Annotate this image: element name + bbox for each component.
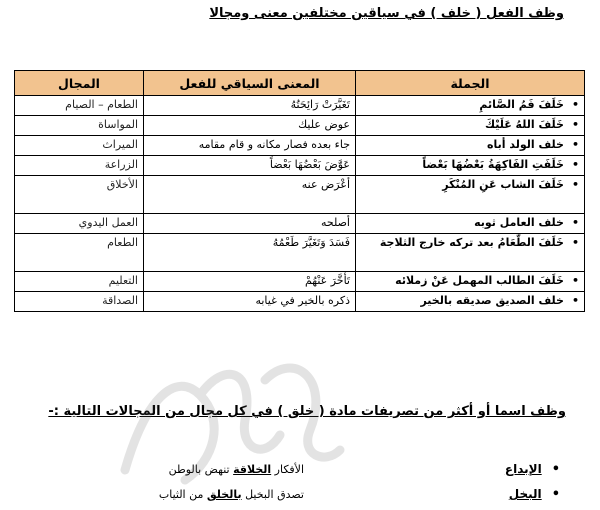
table-row xyxy=(15,156,585,176)
sentence-cell xyxy=(356,214,585,234)
term-label: البخل xyxy=(508,487,542,501)
sentence-cell xyxy=(356,136,585,156)
sentence-cell xyxy=(356,116,585,136)
bullet-icon: • xyxy=(571,274,579,287)
table-row xyxy=(15,214,585,234)
bullet-icon: • xyxy=(571,216,579,229)
meaning-cell: تَأَخَّرَ عَنْهُمْ xyxy=(144,272,356,292)
sentence-text: خَلَفَ الطالب المهمل عَنْ زملائه xyxy=(395,274,564,287)
list-item-stinginess xyxy=(509,487,560,502)
sentence-cell xyxy=(356,272,585,292)
sentence-cell xyxy=(356,156,585,176)
page-title: وظف الفعل ( خلف ) في سياقين مختلفين معنى ومجالا xyxy=(209,6,564,21)
header-meaning: المعنى السياقي للفعل xyxy=(144,71,356,96)
sentence-cell xyxy=(356,96,585,116)
bullet-icon: • xyxy=(551,487,560,502)
meaning-cell: عَوَّضَ بَعْضُهَا بَعْضاً xyxy=(144,156,356,176)
term-label: الإبداع xyxy=(504,462,542,476)
table-header-row xyxy=(15,71,585,96)
field-cell: الزراعة xyxy=(15,156,144,176)
sentence-text: خَلَفَ فَمُ الصَّائمِ xyxy=(479,98,564,111)
table-row xyxy=(15,116,585,136)
field-cell: الأخلاق xyxy=(15,176,144,214)
header-field: المجال xyxy=(15,71,144,96)
meaning-cell: جاء بعده فصار مكانه و قام مقامه xyxy=(144,136,356,156)
field-cell: الصداقة xyxy=(15,292,144,312)
bullet-icon: • xyxy=(571,178,579,191)
meaning-cell: ذكره بالخير في غيابه xyxy=(144,292,356,312)
table-row xyxy=(15,272,585,292)
sentence-cell xyxy=(356,292,585,312)
bullet-icon: • xyxy=(571,118,579,131)
sentence-text: خَلَفَ الشاب عَنِ المُنْكَرِ xyxy=(442,178,564,191)
field-cell: التعليم xyxy=(15,272,144,292)
meaning-cell: أصلحه xyxy=(144,214,356,234)
table-row xyxy=(15,136,585,156)
table-row xyxy=(15,96,585,116)
table-row xyxy=(15,292,585,312)
meaning-cell: فَسَدَ وَتَغَيَّرَ طَعْمُهُ xyxy=(144,234,356,272)
table-row xyxy=(15,176,585,214)
bullet-icon: • xyxy=(571,158,579,171)
field-cell: العمل اليدوي xyxy=(15,214,144,234)
sentence-text: خلف الولد أباه xyxy=(486,138,564,151)
sentence-text: خلف العامل ثوبه xyxy=(474,216,564,229)
header-sentence: الجملة xyxy=(356,71,585,96)
table-row xyxy=(15,234,585,272)
example-sentence: تصدق البخيل بالخلق من الثياب xyxy=(158,488,304,501)
field-cell: الطعام – الصيام xyxy=(15,96,144,116)
list-item-creativity xyxy=(505,462,560,477)
sentence-cell xyxy=(356,176,585,214)
bullet-icon: • xyxy=(571,294,579,307)
meaning-cell: تَغَيَّرَتْ رَائِحَتُهُ xyxy=(144,96,356,116)
watermark-signature xyxy=(105,340,345,500)
field-cell: الطعام xyxy=(15,234,144,272)
meaning-cell: أعْرَض عنه xyxy=(144,176,356,214)
field-cell: المواساة xyxy=(15,116,144,136)
bullet-icon: • xyxy=(571,236,579,249)
sentence-cell xyxy=(356,234,585,272)
verb-context-table xyxy=(14,70,585,312)
sentence-text: خَلَفَ اللهُ عَلَيْكَ xyxy=(484,118,564,131)
section2-title: وظف اسما أو أكثر من تصريفات مادة ( خلق ) في كل مجال من المجالات التالية :- xyxy=(48,404,566,419)
field-cell: الميراث xyxy=(15,136,144,156)
bullet-icon: • xyxy=(571,98,579,111)
sentence-text: خَلَفَتِ الفَاكِهَةُ بَعْضُهَا بَعْضاً xyxy=(422,158,564,171)
sentence-text: خَلَفَ الطَّعَامُ بعد تركه خارج الثلاجة xyxy=(379,236,564,249)
bullet-icon: • xyxy=(551,462,560,477)
sentence-text: خلف الصديق صديقه بالخير xyxy=(420,294,564,307)
bullet-icon: • xyxy=(571,138,579,151)
example-sentence: الأفكار الخلاقة تنهض بالوطن xyxy=(168,463,304,476)
meaning-cell: عوض عليك xyxy=(144,116,356,136)
